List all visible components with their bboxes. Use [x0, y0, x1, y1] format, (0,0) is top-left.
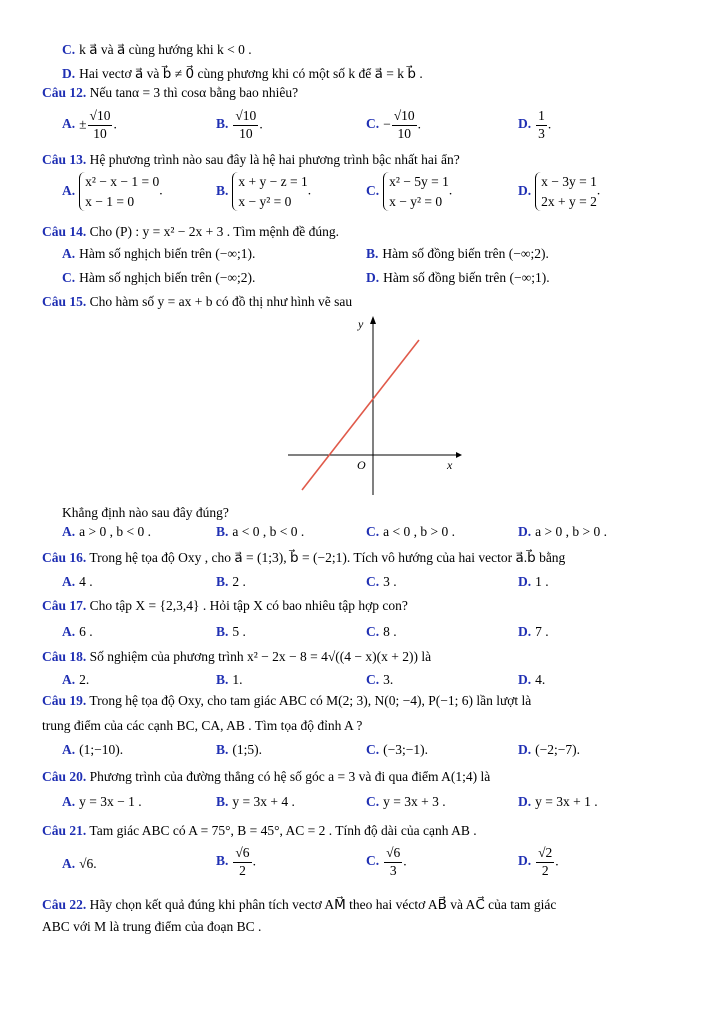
- option-suffix: .: [93, 856, 97, 871]
- option-text: (−3;−1).: [383, 742, 428, 757]
- option-suffix: .: [417, 116, 422, 132]
- option-text: 1.: [232, 672, 243, 687]
- q17-option-b: [216, 624, 246, 641]
- option-label: A.: [62, 856, 76, 871]
- question-20: [42, 769, 490, 786]
- q13-option-b: [216, 172, 311, 211]
- numerator: √2: [536, 845, 554, 863]
- numerator: √6: [233, 845, 251, 863]
- equation-line-2: x − y² = 0: [389, 193, 443, 209]
- y-axis-label: y: [358, 317, 364, 331]
- q20-option-d: [518, 794, 598, 811]
- option-label: A.: [62, 574, 76, 589]
- q20-option-b: [216, 794, 295, 811]
- option-text: 4.: [535, 672, 546, 687]
- option-text: (−2;−7).: [535, 742, 580, 757]
- q19-option-d: [518, 742, 580, 759]
- question-label: Câu 18.: [42, 649, 87, 664]
- option-label: C.: [366, 182, 380, 198]
- option-suffix: .: [259, 116, 263, 132]
- option-suffix: .: [252, 853, 256, 869]
- option-label: B.: [216, 116, 229, 132]
- q18-option-d: [518, 672, 545, 689]
- option-label: C.: [366, 624, 380, 639]
- option-suffix: .: [113, 116, 117, 132]
- q17-option-a: [62, 624, 93, 641]
- option-prefix: −: [383, 116, 391, 132]
- option-label: D.: [518, 624, 532, 639]
- question-22-line-2: ABC với M là trung điểm của đoạn BC .: [42, 919, 262, 934]
- q15-option-a: [62, 524, 151, 541]
- x-axis-arrow: [456, 452, 462, 458]
- option-label: B.: [216, 624, 229, 639]
- fraction: [233, 108, 258, 143]
- denominator: 2: [541, 862, 549, 878]
- q16-option-d: [518, 574, 549, 591]
- question-16: [42, 550, 565, 567]
- question-14: [42, 224, 339, 241]
- q12-option-d: [518, 108, 551, 143]
- option-label: B.: [216, 182, 229, 198]
- equation-line-2: 2x + y = 2: [541, 193, 597, 209]
- numerator: 1: [536, 108, 547, 126]
- denominator: 3: [389, 862, 397, 878]
- option-label: D.: [518, 794, 532, 809]
- q16-option-c: [366, 574, 397, 591]
- q14-option-d: [366, 270, 550, 287]
- option-text: (1;5).: [232, 742, 263, 757]
- question-label: Câu 13.: [42, 152, 87, 167]
- q14-option-a: [62, 246, 255, 263]
- option-text: 2 .: [232, 574, 246, 589]
- option-text: 8 .: [383, 624, 397, 639]
- fraction: [536, 845, 554, 880]
- q21-option-a: [62, 856, 97, 873]
- q17-option-d: [518, 624, 549, 641]
- q20-option-a: [62, 794, 142, 811]
- q20-option-c: [366, 794, 446, 811]
- q21-option-b: [216, 845, 256, 880]
- question-label: Câu 16.: [42, 550, 87, 565]
- question-text: Phương trình của đường thẳng có hệ số góc a = 3 và đi qua điểm A(1;4) là: [89, 769, 491, 784]
- linear-function-graph: [282, 312, 462, 497]
- option-label: D.: [518, 742, 532, 757]
- question-label: Câu 17.: [42, 598, 87, 613]
- option-text: 3.: [383, 672, 394, 687]
- question-13: [42, 152, 460, 169]
- option-suffix: .: [403, 853, 407, 869]
- question-text: Nếu tanα = 3 thì cosα bằng bao nhiêu?: [89, 85, 299, 100]
- q19-option-a: [62, 742, 123, 759]
- equation-system: [535, 172, 597, 211]
- q19-option-b: [216, 742, 262, 759]
- option-label: D.: [518, 116, 532, 132]
- option-text: Hàm số đồng biến trên (−∞;2).: [382, 246, 549, 261]
- option-text: y = 3x + 4 .: [232, 794, 295, 809]
- option-label: D.: [366, 270, 380, 285]
- q16-option-b: [216, 574, 246, 591]
- q12-option-a: [62, 108, 117, 143]
- option-text: y = 3x + 3 .: [383, 794, 446, 809]
- question-label: Câu 19.: [42, 693, 87, 708]
- option-label: C.: [366, 794, 380, 809]
- question-text: Cho tập X = {2,3,4} . Hỏi tập X có bao nhiêu tập hợp con?: [89, 598, 408, 613]
- option-text: a < 0 , b > 0 .: [383, 524, 455, 539]
- question-12: [42, 85, 298, 102]
- option-text: 6 .: [79, 624, 93, 639]
- option-text: Hai vectơ a⃗ và b⃗ ≠ 0⃗ cùng phương khi có một số k để a⃗ = k b⃗ .: [79, 66, 423, 81]
- option-label: B.: [216, 574, 229, 589]
- option-label: B.: [216, 853, 229, 869]
- question-17: [42, 598, 408, 615]
- option-text: 3 .: [383, 574, 397, 589]
- option-label: B.: [216, 672, 229, 687]
- option-label: B.: [216, 524, 229, 539]
- fraction: [233, 845, 251, 880]
- denominator: 3: [538, 125, 545, 141]
- question-label: Câu 21.: [42, 823, 87, 838]
- question-label: Câu 15.: [42, 294, 87, 309]
- q14-option-c: [62, 270, 255, 287]
- q17-option-c: [366, 624, 397, 641]
- denominator: 2: [239, 862, 246, 878]
- equation-system: [232, 172, 307, 211]
- option-text: y = 3x − 1 .: [79, 794, 142, 809]
- question-text: Số nghiệm của phương trình x² − 2x − 8 = 4√((4 − x)(x + 2)) là: [89, 649, 432, 664]
- question-text-line-1: Hãy chọn kết quả đúng khi phân tích vectơ AM⃗ theo hai véctơ AB⃗ và AC⃗ của tam giác: [89, 897, 557, 912]
- x-axis-label: x: [447, 458, 453, 472]
- option-label: D.: [62, 66, 76, 81]
- equation-line-1: x − 3y = 1: [541, 174, 597, 189]
- question-label: Câu 22.: [42, 897, 87, 912]
- option-value: √6: [79, 856, 94, 871]
- option-label: A.: [62, 624, 76, 639]
- option-text: (1;−10).: [79, 742, 124, 757]
- q18-option-c: [366, 672, 393, 689]
- question-text: Trong hệ tọa độ Oxy , cho a⃗ = (1;3), b⃗ = (−2;1). Tích vô hướng của hai vector a⃗.b⃗ bằng: [89, 550, 566, 565]
- option-text: 7 .: [535, 624, 549, 639]
- q13-option-a: [62, 172, 163, 211]
- y-axis-arrow: [370, 316, 376, 324]
- option-text: y = 3x + 1 .: [535, 794, 598, 809]
- denominator: 10: [239, 125, 253, 141]
- option-label: C.: [366, 116, 380, 132]
- question-text: Cho (P) : y = x² − 2x + 3 . Tìm mệnh đề đúng.: [89, 224, 340, 239]
- question-22: [42, 897, 556, 914]
- equation-system: [383, 172, 449, 211]
- numerator: √10: [392, 108, 417, 126]
- question-text-line-1: Trong hệ tọa độ Oxy, cho tam giác ABC có M(2; 3), N(0; −4), P(−1; 6) lần lượt là: [89, 693, 532, 708]
- question-label: Câu 14.: [42, 224, 87, 239]
- question-18: [42, 649, 431, 666]
- denominator: 10: [93, 125, 107, 141]
- equation-system: [79, 172, 159, 211]
- question-21: [42, 823, 477, 840]
- q15-prompt: Khẳng định nào sau đây đúng?: [62, 505, 229, 520]
- option-suffix: .: [555, 853, 559, 869]
- equation-line-1: x + y − z = 1: [238, 174, 308, 189]
- option-text: 2.: [79, 672, 90, 687]
- q18-option-b: [216, 672, 243, 689]
- q13-option-d: [518, 172, 600, 211]
- option-label: B.: [366, 246, 379, 261]
- q15-option-b: [216, 524, 304, 541]
- question-label: Câu 20.: [42, 769, 87, 784]
- option-label: D.: [518, 853, 532, 869]
- question-19-line-2: trung điểm của các cạnh BC, CA, AB . Tìm tọa độ đỉnh A ?: [42, 718, 363, 733]
- option-label: A.: [62, 246, 76, 261]
- option-label: A.: [62, 524, 76, 539]
- option-label: A.: [62, 794, 76, 809]
- option-text: Hàm số nghịch biến trên (−∞;1).: [79, 246, 256, 261]
- q13-option-c: [366, 172, 452, 211]
- q15-option-c: [366, 524, 455, 541]
- q19-option-c: [366, 742, 428, 759]
- origin-label: O: [357, 458, 366, 472]
- fraction: [384, 845, 402, 880]
- option-text: a > 0 , b < 0 .: [79, 524, 151, 539]
- fraction: [392, 108, 417, 143]
- option-label: C.: [62, 270, 76, 285]
- q12-option-b: [216, 108, 263, 143]
- question-text: Cho hàm số y = ax + b có đồ thị như hình vẽ sau: [89, 294, 353, 309]
- option-label: D.: [518, 574, 532, 589]
- option-label: A.: [62, 116, 76, 132]
- option-label: B.: [216, 794, 229, 809]
- equation-line-2: x − y² = 0: [238, 193, 292, 209]
- option-suffix: .: [159, 182, 163, 198]
- equation-line-1: x² − 5y = 1: [389, 174, 449, 189]
- q21-option-d: [518, 845, 559, 880]
- equation-line-1: x² − x − 1 = 0: [85, 174, 160, 189]
- option-label: D.: [518, 672, 532, 687]
- option-text: k a⃗ và a⃗ cùng hướng khi k < 0 .: [79, 42, 252, 57]
- numerator: √10: [233, 108, 258, 126]
- denominator: 10: [397, 125, 411, 141]
- q21-option-c: [366, 845, 407, 880]
- option-label: C.: [366, 672, 380, 687]
- question-text: Hệ phương trình nào sau đây là hệ hai phương trình bậc nhất hai ẩn?: [89, 152, 460, 167]
- option-label: D.: [518, 524, 532, 539]
- option-label: A.: [62, 182, 76, 198]
- option-suffix: .: [307, 182, 312, 198]
- option-text: 4 .: [79, 574, 93, 589]
- question-19: [42, 693, 531, 710]
- numerator: √10: [88, 108, 113, 126]
- option-label: D.: [518, 182, 532, 198]
- equation-line-2: x − 1 = 0: [85, 193, 135, 209]
- question-15: [42, 294, 352, 311]
- option-label: B.: [216, 742, 229, 757]
- option-label: C.: [366, 742, 380, 757]
- option-suffix: .: [596, 182, 601, 198]
- option-suffix: .: [448, 182, 453, 198]
- numerator: √6: [384, 845, 402, 863]
- option-label: C.: [366, 524, 380, 539]
- option-label: C.: [366, 574, 380, 589]
- option-label: A.: [62, 742, 76, 757]
- q16-option-a: [62, 574, 93, 591]
- option-label: C.: [62, 42, 76, 57]
- option-text: Hàm số đồng biến trên (−∞;1).: [383, 270, 550, 285]
- q18-option-a: [62, 672, 89, 689]
- option-label: C.: [366, 853, 380, 869]
- fraction: [536, 108, 547, 143]
- question-text: Tam giác ABC có A = 75°, B = 45°, AC = 2 . Tính độ dài của cạnh AB .: [89, 823, 477, 838]
- q11-option-c: [62, 42, 252, 59]
- option-prefix: ±: [79, 116, 87, 132]
- q14-option-b: [366, 246, 549, 263]
- option-suffix: .: [547, 116, 552, 132]
- option-text: 1 .: [535, 574, 549, 589]
- option-text: a > 0 , b > 0 .: [535, 524, 607, 539]
- option-label: A.: [62, 672, 76, 687]
- option-text: 5 .: [232, 624, 246, 639]
- option-text: Hàm số nghịch biến trên (−∞;2).: [79, 270, 256, 285]
- question-label: Câu 12.: [42, 85, 87, 100]
- q15-option-d: [518, 524, 607, 541]
- fraction: [88, 108, 113, 143]
- q11-option-d: [62, 66, 423, 83]
- q12-option-c: [366, 108, 421, 143]
- option-text: a < 0 , b < 0 .: [232, 524, 305, 539]
